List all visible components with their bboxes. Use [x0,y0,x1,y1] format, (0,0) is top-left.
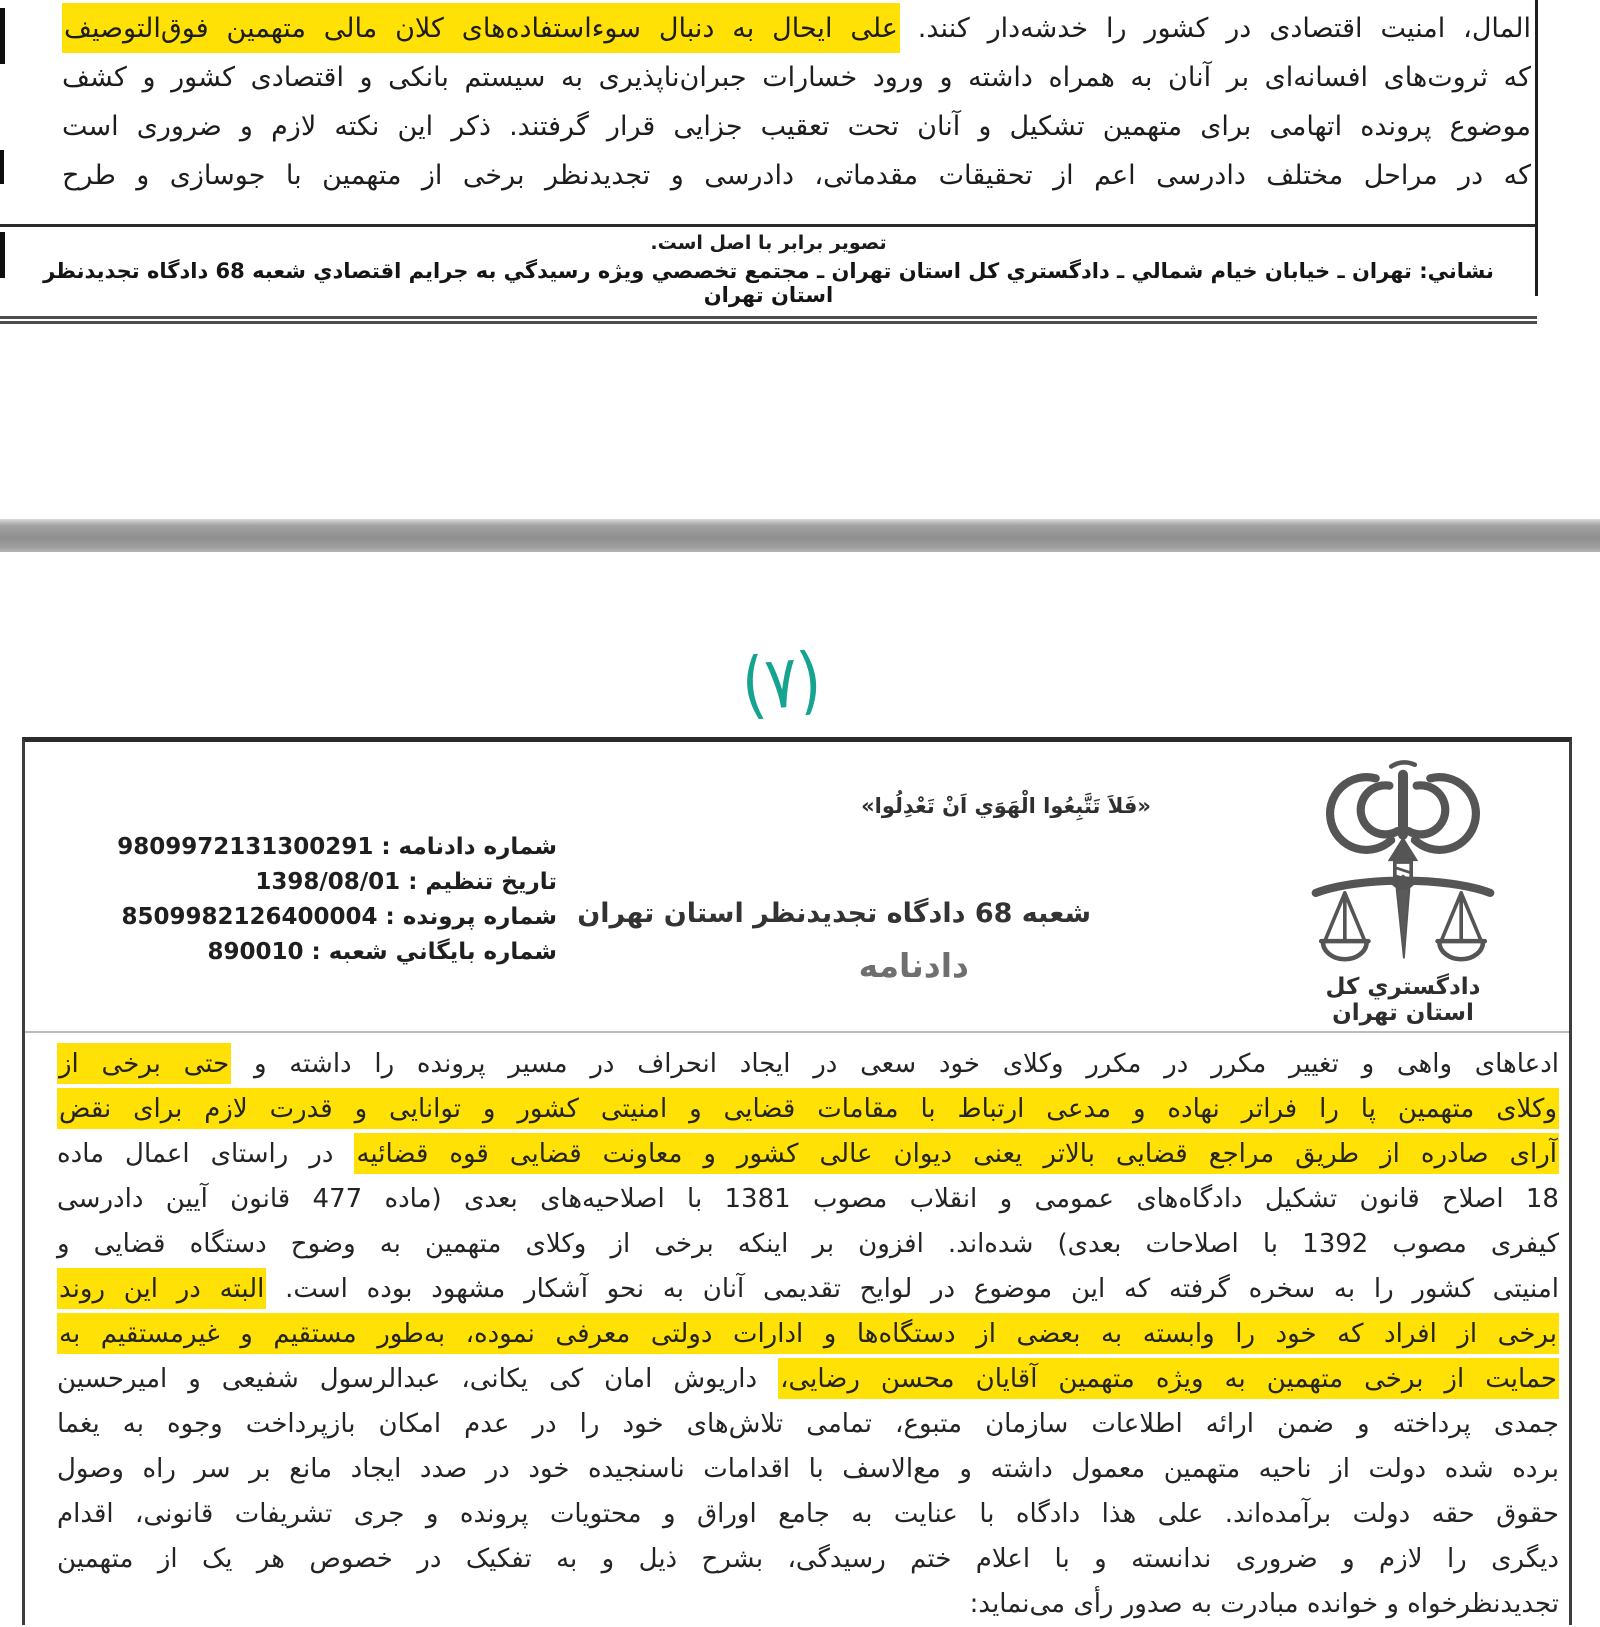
text-segment: داریوش امان کی یکانی، عبدالرسول شفیعی و امیرحسین [57,1364,779,1394]
logo-caption: دادگستري كل استان تهران [1325,974,1481,1026]
case-meta-row: شماره بايگاني شعبه : 890010 [207,939,557,965]
text-line [62,4,1531,53]
handwritten-page-number: (۷) [738,637,825,729]
text-segment: جمدی پرداخته و ضمن ارائه اطلاعات سازمان متبوع، تمامی تلاش‌های خود را در عدم امکان بازپرداخت وجوه به یغما [57,1409,1559,1439]
text-line [57,1402,1559,1447]
text-segment: که ثروت‌های افسانه‌ای بر آنان به همراه داشته و ورود خسارات جبران‌ناپذیری به سیستم بانکی و اقتصادی کشور و کشف [62,62,1531,93]
text-line [62,53,1531,102]
case-meta-block [117,830,557,970]
certified-copy-box [0,224,1537,324]
text-line [57,1042,1559,1087]
text-line [57,1537,1559,1582]
scan-divider-bar [0,519,1600,552]
text-segment: امنیتی کشور را به سخره گرفته که این موضوع در لوایح تقدیمی آنان به نحو آشکار مشهود بوده است. [266,1274,1560,1304]
text-segment: حقوق حقه دولت برآمده‌اند. علی هذا دادگاه با عنایت به جامع اوراق و محتویات پرونده و جری تشریفات قانونی، اقدام [57,1499,1559,1529]
judgment-body-text [25,1033,1569,1627]
text-line [57,1132,1559,1177]
text-line [57,1447,1559,1492]
judgment-header [25,742,1569,1033]
highlighted-text: وکلای متهمین پا را فراتر نهاده و مدعی ارتباط با مقامات قضایی و امنیتی کشور و توانایی و قدرت لازم برای نقض [57,1088,1559,1129]
text-line [62,102,1531,151]
text-line [57,1267,1559,1312]
highlighted-text: حتی برخی از [57,1043,231,1084]
text-line [57,1492,1559,1537]
top-text-block [0,0,1537,200]
case-meta-row: تاریخ تنظیم : 1398/08/01 [255,869,557,895]
judiciary-logo [1289,756,1517,1026]
case-meta-row: شماره دادنامه : 9809972131300291 [117,834,557,860]
text-segment: در راستای اعمال ماده [57,1139,355,1169]
document-type-title: دادنامه [858,946,969,985]
text-line [57,1177,1559,1222]
text-line [57,1582,1559,1627]
text-segment: موضوع پرونده اتهامی برای متهمین تشکیل و آنان تحت تعقیب جزایی قرار گرفتند. ذکر این نکته لازم و ضروری است [62,111,1531,142]
scan-artifact [0,150,4,184]
text-line [62,151,1531,200]
certified-copy-stamp: تصویر برابر با اصل است. [650,232,887,254]
text-segment: تجدیدنظرخواه و خوانده مبادرت به صدور رأی می‌نماید: [969,1589,1559,1619]
court-address-line: نشاني: تهران ـ خيابان خيام شمالي ـ دادگستري كل استان تهران ـ مجتمع تخصصي ويژه رسيدگي به جرايم اقتصادي شعبه 68 دادگاه تجديدنظر استان تهران [43,259,1494,307]
text-segment: دیگری را لازم و ضروری ندانسته و با اعلام ختم رسیدگی، بشرح ذیل و به تفکیک در خصوص هر یک از متهمین [57,1544,1559,1574]
text-segment: المال، امنیت اقتصادی در کشور را خدشه‌دار کنند. [899,13,1531,44]
text-segment: ادعاهای واهی و تغییر مکرر در مکرر وکلای خود سعی در ایجاد انحراف در مسیر پرونده را داشته و [231,1049,1559,1079]
highlighted-text: البته در این روند [57,1268,266,1309]
text-line [57,1087,1559,1132]
top-scan-fragment [0,0,1537,307]
judgment-document [22,737,1572,1625]
scan-artifact [0,232,5,278]
text-segment: کیفری مصوب 1392 با اصلاحات بعدی) شده‌اند. افزون بر اینکه برخی از وکلای متهمین به وضوح دستگاه قضایی و [57,1229,1559,1259]
scan-page-edge-line [1535,0,1538,296]
text-line [57,1312,1559,1357]
text-segment: برده شده دولت از ناحیه متهمین معمول داشته و مع‌الاسف با اقدامات ناسنجیده خود در صدد ایجاد مانع بر سر راه وصول [57,1454,1559,1484]
case-meta-row: شماره پرونده : 8509982126400004 [121,904,557,930]
highlighted-text: آرای صادره از طریق مراجع قضایی بالاتر یعنی دیوان عالی کشور و معاونت قضایی قوه قضائیه [354,1133,1559,1174]
text-line [57,1222,1559,1267]
highlighted-text: حمایت از برخی متهمین به ویژه متهمین آقایان محسن رضایی، [778,1358,1559,1399]
text-segment: 18 اصلاح قانون تشکیل دادگاه‌های عمومی و انقلاب مصوب 1381 با اصلاحیه‌های بعدی (ماده 477 قانون آیین دادرسی [57,1184,1559,1214]
highlighted-text: برخی از افراد که خود را وابسته به بعضی از دستگاه‌ها و ادارات دولتی معرفی نموده، به‌طور مستقیم و غیرمستقیم به [57,1313,1559,1354]
text-line [57,1357,1559,1402]
scan-artifact [0,8,5,64]
quran-verse: «فَلاَ تَتَّبِعُوا الْهَوَي اَنْ تَعْدِلُوا» [861,794,1151,818]
scales-of-justice-icon [1303,756,1503,968]
court-branch-title: شعبه 68 دادگاه تجدیدنظر استان تهران [577,898,1091,929]
text-segment: که در مراحل مختلف دادرسی اعم از تحقیقات مقدماتی، دادرسی و تجدیدنظر برخی از متهمین با جوسازی و طرح [62,160,1531,191]
highlighted-text: علی ایحال به دنبال سوءاستفاده‌های کلان مالی متهمین فوق‌التوصیف [62,3,900,53]
